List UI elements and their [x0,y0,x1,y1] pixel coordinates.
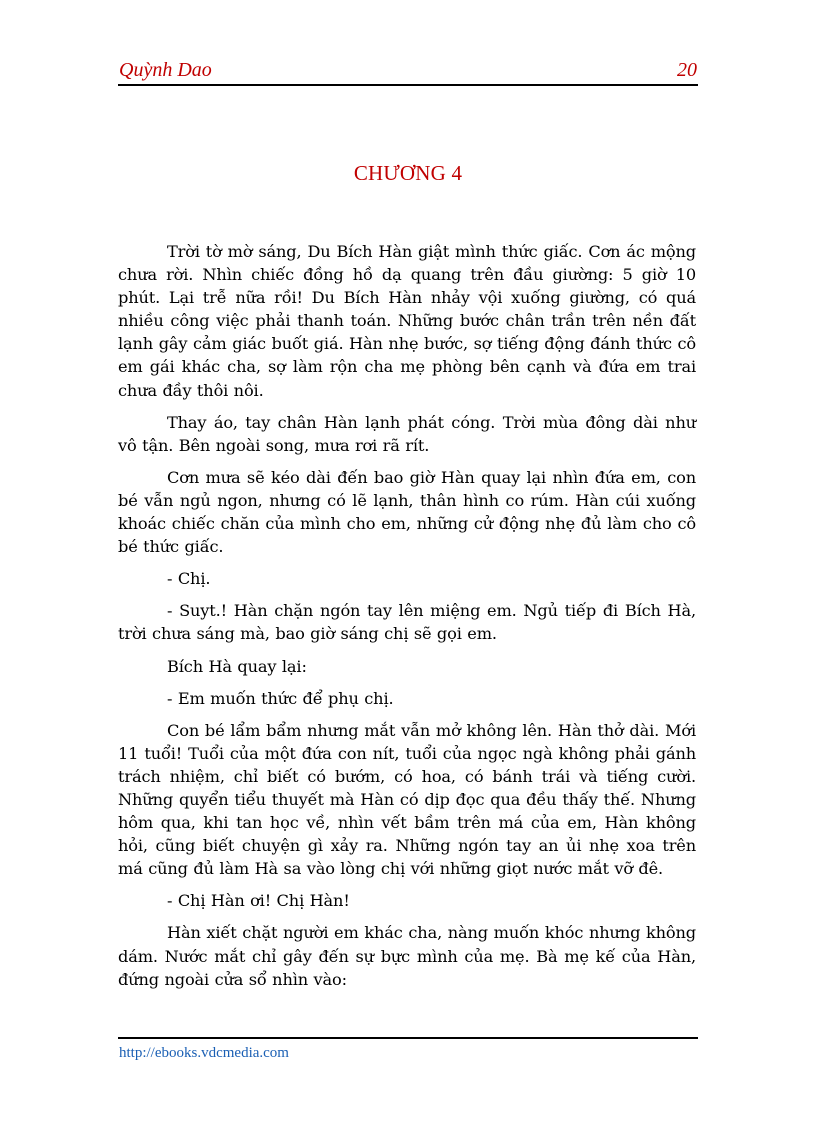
header-author: Quỳnh Dao [119,59,212,81]
footer-link[interactable]: http://ebooks.vdcmedia.com [119,1045,289,1061]
dialogue-line: - Chị. [167,569,211,589]
paragraph: Hàn xiết chặt người em khác cha, nàng muốn khóc nhưng không dám. Nước mắt chỉ gây đến sự bực mình của mẹ. Bà mẹ kế của Hàn, đứng ngoài cửa sổ nhìn vào: [118,923,696,989]
dialogue-line: - Chị Hàn ơi! Chị Hàn! [167,891,350,911]
page-header [118,58,698,86]
page-number: 20 [677,59,697,81]
paragraph: Bích Hà quay lại: [167,656,307,676]
chapter-title: CHƯƠNG 4 [353,161,463,185]
dialogue-line: - Em muốn thức để phụ chị. [167,688,394,708]
paragraph: Trời tờ mờ sáng, Du Bích Hàn giật mình thức giấc. Cơn ác mộng chưa rời. Nhìn chiếc đồng hồ dạ quang trên đầu giường: 5 giờ 10 phút. Lại trễ nữa rồi! Du Bích Hàn nhảy vội xuống giường, có quá nhiều công việc phải thanh toán. Những bước chân trần trên nền đất lạnh gây cảm giác buốt giá. Hàn nhẹ bước, sợ tiếng động đánh thức cô em gái khác cha, sợ làm rộn cha mẹ phòng bên cạnh và đứa em trai chưa đầy thôi nôi. [118,242,696,400]
dialogue-line: - Suyt.! Hàn chặn ngón tay lên miệng em. Ngủ tiếp đi Bích Hà, trời chưa sáng mà, bao giờ sáng chị sẽ gọi em. [118,601,696,644]
paragraph: Cơn mưa sẽ kéo dài đến bao giờ Hàn quay lại nhìn đứa em, con bé vẫn ngủ ngon, nhưng có lẽ lạnh, thân hình co rúm. Hàn cúi xuống khoác chiếc chăn của mình cho em, những cử động nhẹ đủ làm cho cô bé thức giấc. [118,467,696,557]
page-footer [118,1037,698,1061]
chapter-body [118,240,696,1000]
paragraph: Thay áo, tay chân Hàn lạnh phát cóng. Trời mùa đông dài như vô tận. Bên ngoài song, mưa rơi rã rít. [118,412,696,455]
paragraph: Con bé lẩm bẩm nhưng mắt vẫn mở không lên. Hàn thở dài. Mới 11 tuổi! Tuổi của một đứa con nít, tuổi của ngọc ngà không phải gánh trách nhiệm, chỉ biết có bướm, có hoa, có bánh trái và tiếng cười. Những quyển tiểu thuyết mà Hàn có dịp đọc qua đều thấy thế. Nhưng hôm qua, khi tan học về, nhìn vết bầm trên má của em, Hàn không hỏi, cũng biết chuyện gì xảy ra. Những ngón tay an ủi nhẹ xoa trên má cũng đủ làm Hà sa vào lòng chị với những giọt nước mắt vỡ đê. [118,720,696,879]
